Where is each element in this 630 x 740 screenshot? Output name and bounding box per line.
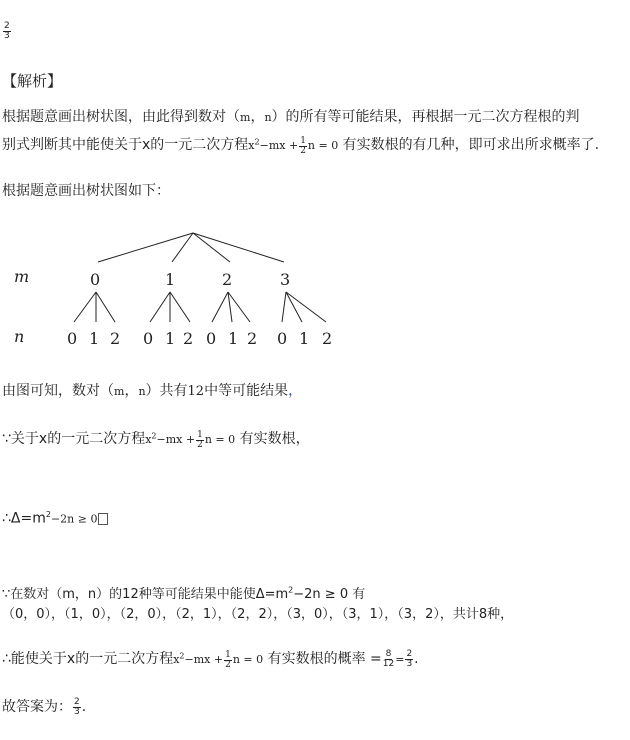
para3-c: 中等可能结果	[204, 383, 289, 399]
p4-eq-mx: −mx +	[156, 433, 196, 446]
p8-eq-x: x	[173, 653, 180, 666]
top-answer-denominator: 3	[4, 31, 10, 41]
pair-n: n	[264, 111, 272, 124]
para1-line2-b: 有实数根的有几种，即可求出所求概率了.	[338, 137, 600, 153]
tree-n-2-1: 1	[228, 329, 239, 348]
eq-x: x	[248, 139, 255, 152]
tree-edge-0-0	[74, 292, 96, 322]
para8	[2, 648, 419, 670]
tree-edge-2-0	[212, 292, 228, 322]
prob-num2: 2	[406, 648, 413, 659]
tree-edge-3-1	[286, 292, 302, 322]
para5-a: ∴Δ=m	[2, 510, 46, 527]
para1-line2-a: 别式判断其中能使关于x的一元二次方程	[2, 137, 249, 153]
final-den: 3	[74, 706, 80, 717]
para8-b: 有实数根的概率 =	[263, 651, 382, 667]
para3-pair-comma: ，	[124, 383, 139, 399]
p8-eq-mx: −mx +	[184, 653, 224, 666]
para1-line1-b: ）的所有等可能结果，再根据一元二次方程根的判	[271, 109, 580, 125]
tree-n-0-1: 1	[89, 329, 100, 348]
para8-a: ∴能使关于x的一元二次方程	[2, 651, 174, 667]
p4-eq-n0: n = 0	[204, 433, 236, 446]
tree-m-2: 2	[222, 270, 233, 289]
para4-equation: $x^2-mx$ + $\frac{1}{2}$ n = 0	[145, 429, 236, 450]
para6-a: ∵在数对（m，n）的12种等可能结果中能使Δ=m	[2, 587, 289, 602]
prob-end: .	[414, 651, 419, 667]
tree-n-1-0: 0	[143, 329, 154, 348]
para7	[2, 603, 513, 622]
para3-d: ，	[288, 383, 303, 399]
pair-m: m	[240, 111, 251, 124]
final-answer	[2, 696, 86, 717]
p8-eq-half-den: 2	[225, 659, 231, 670]
tree-n-2-0: 0	[206, 329, 217, 348]
tree-m-3: 3	[280, 270, 291, 289]
eq-half-den: 2	[300, 145, 306, 156]
tree-n-3-2: 2	[322, 329, 333, 348]
final-end: .	[81, 699, 87, 715]
tree-edge-root-1	[172, 233, 193, 262]
top-answer-numerator: 2	[4, 21, 10, 31]
tree-edge-root-0	[98, 233, 193, 262]
para3	[2, 380, 302, 400]
p8-eq-n0: n = 0	[232, 653, 264, 666]
tree-n-1-2: 2	[183, 329, 194, 348]
p4-eq-half-num: 1	[197, 429, 203, 440]
final-a: 故答案为：	[2, 699, 72, 715]
para6: ∵在数对（m，n）的12种等可能结果中能使$\Delta=m^2-2n \ge 0$ 有	[2, 585, 366, 602]
eq-mx: −mx +	[259, 139, 299, 152]
equation: $x^2-mx$ + $\frac{1}{2}$ n = 0	[248, 135, 339, 156]
tree-edge-root-3	[193, 233, 284, 262]
tree-edge-3-2	[286, 292, 326, 322]
para6-b: −2n ≥ 0 有	[293, 587, 366, 602]
eq-n0: n = 0	[307, 139, 339, 152]
tree-m-0: 0	[90, 270, 101, 289]
tree-edge-1-0	[150, 292, 170, 322]
para8-equation: $x^2-mx$ + $\frac{1}{2}$ n = 0	[173, 649, 264, 670]
final-num: 2	[74, 696, 80, 707]
pair-comma: ，	[250, 109, 265, 125]
p4-eq-x: x	[145, 433, 152, 446]
para1-line1-a: 根据题意画出树状图，由此得到数对（	[2, 109, 240, 125]
placeholder-box-icon	[98, 513, 108, 525]
tree-n-0-2: 2	[110, 329, 121, 348]
p8-eq-half-num: 1	[225, 649, 231, 660]
eq-half-num: 1	[300, 135, 306, 146]
tree-edge-0-2	[96, 292, 115, 322]
para2: 根据题意画出树状图如下：	[2, 183, 170, 199]
prob-den: 12	[382, 658, 395, 669]
para3-pair-n: n	[138, 385, 146, 398]
analysis-header: 【解析】	[2, 72, 63, 90]
para4-a: ∵关于x的一元二次方程	[2, 431, 146, 447]
tree-edge-1-2	[170, 292, 190, 322]
tree-m-label: m	[14, 267, 30, 286]
tree-edge-root-2	[193, 233, 230, 262]
prob-eq: =	[395, 653, 405, 666]
para4	[2, 428, 310, 450]
para3-b: ）共有	[145, 383, 188, 399]
para7-text: （0，0），（1，0），（2，0），（2，1），（2，2），（3，0），（3，1），（3，2），共计8种，	[2, 607, 514, 622]
p4-eq-half-den: 2	[197, 439, 203, 450]
tree-n-2-2: 2	[247, 329, 258, 348]
tree-n-0-0: 0	[67, 329, 78, 348]
tree-n-3-1: 1	[299, 329, 310, 348]
tree-n-label: n	[14, 327, 25, 346]
para3-count: 12	[187, 384, 205, 399]
prob-den2: 3	[406, 658, 413, 669]
para5: $\therefore\Delta=m^2-2n \ge 0$	[2, 510, 109, 527]
tree-n-3-0: 0	[277, 329, 288, 348]
tree-edge-3-0	[282, 292, 286, 322]
prob-num: 8	[385, 648, 392, 659]
tree-n-1-1: 1	[165, 329, 176, 348]
para4-b: 有实数根，	[235, 431, 310, 447]
para3-pair-m: m	[114, 385, 125, 398]
tree-m-1: 1	[165, 270, 176, 289]
para3-a: 由图可知，数对（	[2, 383, 114, 399]
para5-b: −2n ≥ 0	[50, 512, 98, 526]
